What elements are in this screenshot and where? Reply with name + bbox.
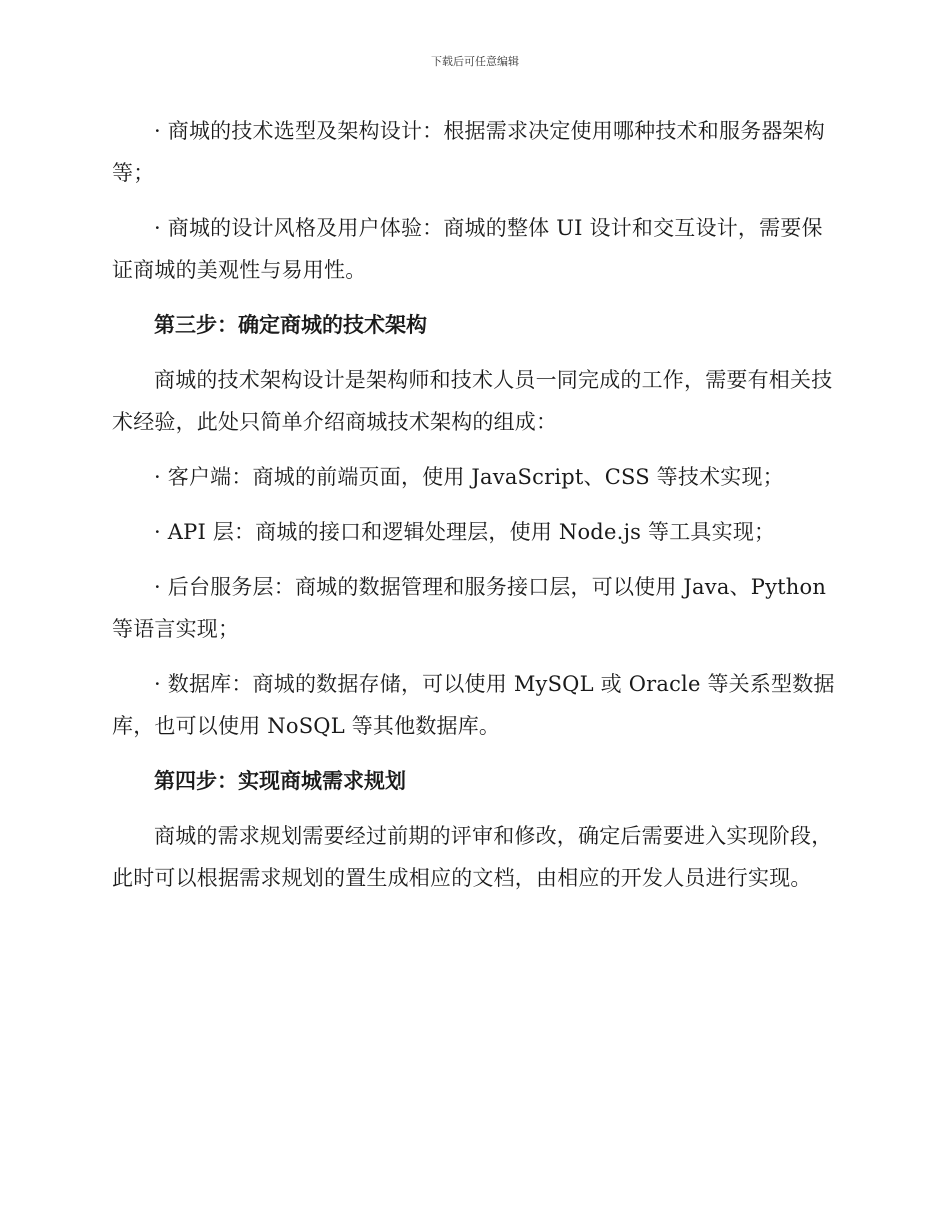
document-body	[112, 110, 838, 912]
page-header: 下载后可任意编辑	[431, 55, 519, 68]
paragraph-design-style: · 商城的设计风格及用户体验：商城的整体 UI 设计和交互设计，需要保证商城的美观性与易用性。	[112, 216, 823, 282]
paragraph-client: · 客户端：商城的前端页面，使用 JavaScript、CSS 等技术实现；	[154, 465, 784, 489]
section-heading-step-three: 第三步：确定商城的技术架构	[154, 313, 427, 337]
paragraph-requirements-implementation: 商城的需求规划需要经过前期的评审和修改，确定后需要进入实现阶段，此时可以根据需求规划的置生成相应的文档，由相应的开发人员进行实现。	[112, 824, 833, 890]
section-heading-step-four: 第四步：实现商城需求规划	[154, 769, 406, 793]
paragraph-backend-layer: · 后台服务层：商城的数据管理和服务接口层，可以使用 Java、Python 等语言实现；	[112, 575, 827, 641]
paragraph-database: · 数据库：商城的数据存储，可以使用 MySQL 或 Oracle 等关系型数据库，也可以使用 NoSQL 等其他数据库。	[112, 672, 835, 738]
paragraph-api-layer: · API 层：商城的接口和逻辑处理层，使用 Node.js 等工具实现；	[154, 520, 776, 544]
paragraph-architecture-intro: 商城的技术架构设计是架构师和技术人员一同完成的工作，需要有相关技术经验，此处只简单介绍商城技术架构的组成：	[112, 368, 833, 434]
paragraph-tech-selection: · 商城的技术选型及架构设计：根据需求决定使用哪种技术和服务器架构等；	[112, 119, 825, 185]
